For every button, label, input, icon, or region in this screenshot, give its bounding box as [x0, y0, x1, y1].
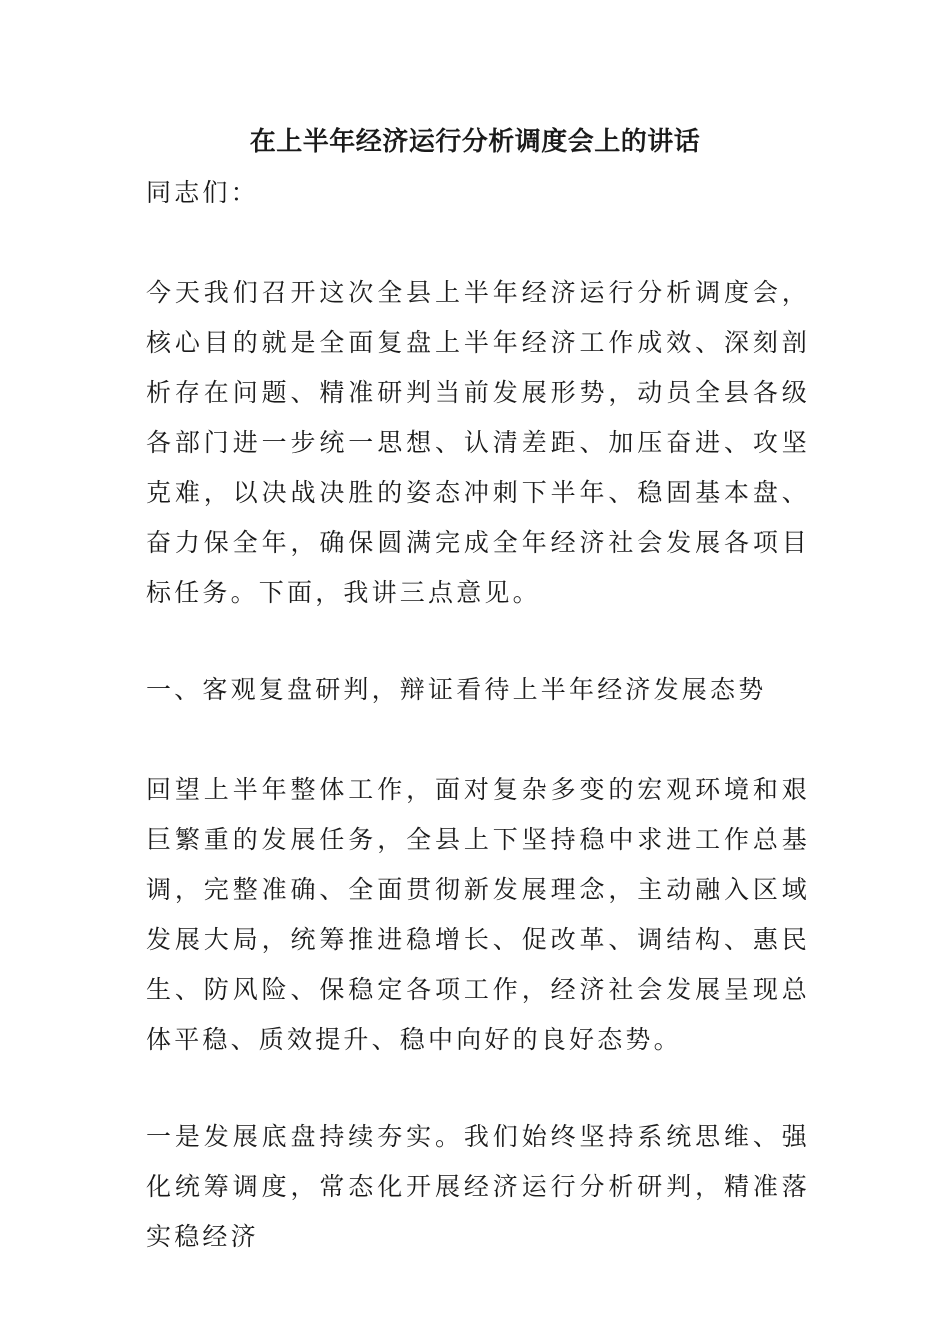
paragraph-intro: 今天我们召开这次全县上半年经济运行分析调度会，核心目的就是全面复盘上半年经济工作成效、深刻剖析存在问题、精准研判当前发展形势，动员全县各级各部门进一步统一思想、认清差距、加压奋进、攻坚克难，以决战决胜的姿态冲刺下半年、稳固基本盘、奋力保全年，确保圆满完成全年经济社会发展各项目标任务。下面，我讲三点意见。 [146, 278, 810, 607]
section-heading-1: 一、客观复盘研判，辩证看待上半年经济发展态势 [146, 675, 767, 704]
paragraph-point-1: 一是发展底盘持续夯实。我们始终坚持系统思维、强化统筹调度，常态化开展经济运行分析研判，精准落实稳经济 [146, 1122, 810, 1251]
salutation: 同志们： [146, 178, 259, 207]
document-title: 在上半年经济运行分析调度会上的讲话 [249, 127, 701, 157]
paragraph-review: 回望上半年整体工作，面对复杂多变的宏观环境和艰巨繁重的发展任务，全县上下坚持稳中求进工作总基调，完整准确、全面贯彻新发展理念，主动融入区域发展大局，统筹推进稳增长、促改革、调结构、惠民生、防风险、保稳定各项工作，经济社会发展呈现总体平稳、质效提升、稳中向好的良好态势。 [146, 775, 810, 1054]
